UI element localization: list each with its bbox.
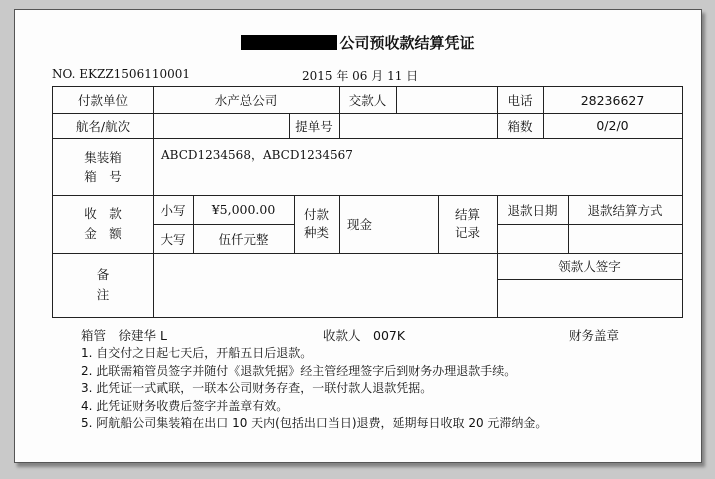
bl-label: 提单号 xyxy=(295,118,333,134)
note-item: 5. 阿航船公司集装箱在出口 10 天内(包括出口当日)退费，延期每日收取 20 元滞纳金。 xyxy=(81,416,548,430)
deliverer-label: 交款人 xyxy=(348,93,387,108)
payer-value: 水产总公司 xyxy=(214,93,278,108)
amount-label-line2: 金 额 xyxy=(84,226,122,241)
receiver-signature: 收款人 007K xyxy=(323,328,406,343)
col-divider xyxy=(339,113,340,138)
container-keeper-signature: 箱管 徐建华 L xyxy=(81,328,167,343)
pay-type-value: 现金 xyxy=(347,217,373,232)
payee-signature-label: 领款人签字 xyxy=(558,259,621,274)
settlement-label-line2: 记录 xyxy=(454,225,480,240)
voucher-page xyxy=(14,9,702,463)
voucher-number: NO. EKZZ1506110001 xyxy=(52,67,191,81)
voucher-date: 2015 年 06 月 11 日 xyxy=(302,69,419,83)
phone-value: 28236627 xyxy=(580,92,645,108)
note-item: 1. 自交付之日起七天后，开船五日后退款。 xyxy=(81,346,313,360)
container-label-line2: 箱 号 xyxy=(84,168,122,184)
refund-method-label: 退款结算方式 xyxy=(587,202,663,218)
pay-type-label xyxy=(294,195,339,253)
lower-case-label: 小写 xyxy=(160,202,186,218)
voucher-title-row xyxy=(15,32,701,53)
pay-type-label-line1: 付款 xyxy=(303,207,329,222)
finance-seal-label: 财务盖章 xyxy=(569,328,620,343)
remark-label-line2: 注 xyxy=(96,287,110,302)
refund-date-label: 退款日期 xyxy=(507,202,558,218)
col-divider xyxy=(339,195,340,253)
box-count-label: 箱数 xyxy=(507,118,533,134)
container-label-line1: 集装箱 xyxy=(84,149,122,165)
remark-label-line1: 备 xyxy=(96,267,110,282)
voucher-title: 公司预收款结算凭证 xyxy=(339,34,475,52)
vessel-label: 航名/航次 xyxy=(75,118,131,134)
box-count-value: 0/2/0 xyxy=(596,118,629,133)
lower-case-amount: ¥5,000.00 xyxy=(211,202,276,217)
col-divider xyxy=(396,87,397,113)
phone-label: 电话 xyxy=(507,93,533,108)
upper-case-label: 大写 xyxy=(160,231,186,247)
settlement-label-line1: 结算 xyxy=(454,207,480,222)
sign-divider xyxy=(497,279,682,280)
note-item: 2. 此联需箱管员签字并随付《退款凭据》经主管经理签字后到财务办理退款手续。 xyxy=(81,363,517,378)
amount-label-line1: 收 款 xyxy=(84,206,122,221)
note-item: 4. 此凭证财务收费后签字并盖章有效。 xyxy=(81,398,289,413)
notes-list xyxy=(81,345,547,433)
refund-divider xyxy=(497,224,682,225)
redacted-company-name xyxy=(241,35,337,50)
container-label xyxy=(53,138,153,195)
payer-label: 付款单位 xyxy=(77,93,128,108)
upper-case-amount: 伍仟元整 xyxy=(218,231,269,247)
amount-label xyxy=(53,195,153,253)
voucher-form-table xyxy=(52,86,683,318)
settlement-label xyxy=(438,195,497,253)
note-item: 3. 此凭证一式貳联，一联本公司财务存查，一联付款人退款凭据。 xyxy=(81,381,433,395)
remark-label xyxy=(53,253,153,317)
pay-type-label-line2: 种类 xyxy=(303,225,329,240)
container-numbers: ABCD1234568，ABCD1234567 xyxy=(161,148,353,162)
